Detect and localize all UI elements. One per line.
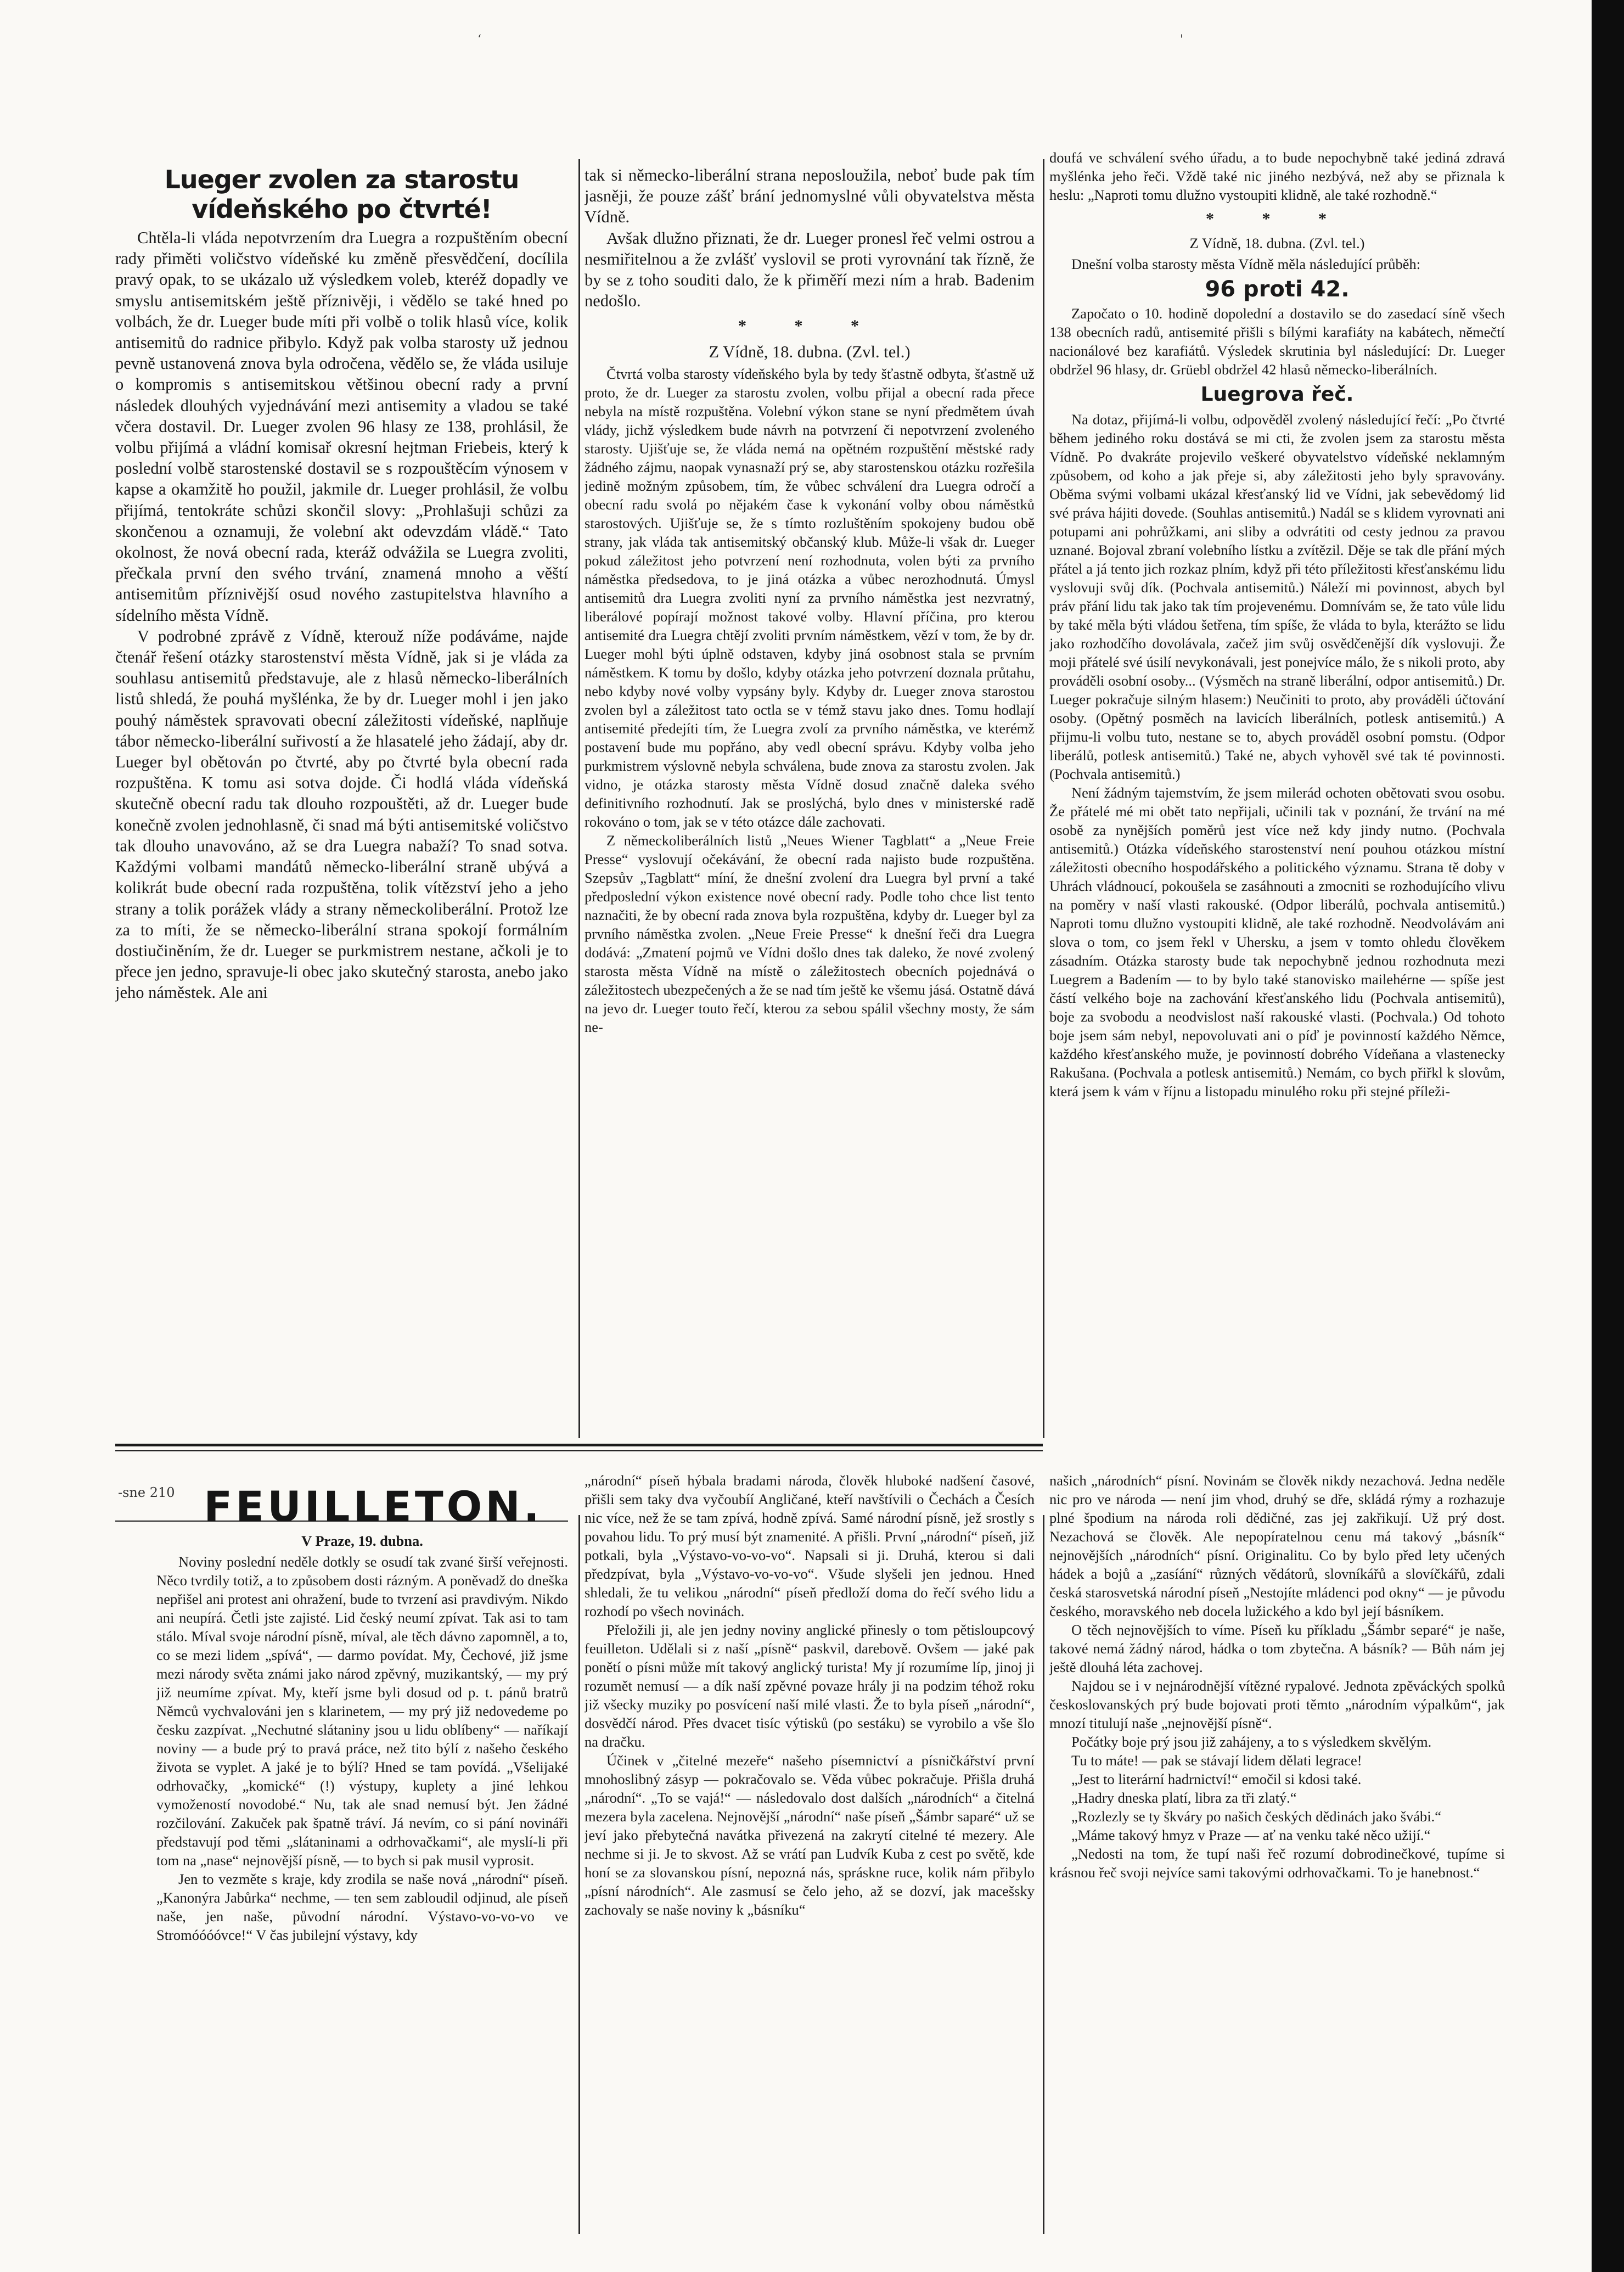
feuilleton-paragraph: „Rozlezly se ty škváry po našich českých dědinách jako švábi.“ — [1071, 1808, 1442, 1825]
column-rule-3 — [578, 1515, 580, 2234]
feuilleton-rule-thin — [115, 1450, 1043, 1451]
dateline: Z Vídně, 18. dubna. (Zvl. tel.) — [1189, 235, 1365, 252]
feuilleton-dateline: V Praze, 19. dubna. — [301, 1533, 423, 1549]
margin-note: -sne 210 — [118, 1485, 175, 1500]
article-paragraph: Z německoliberálních listů „Neues Wiener Tagblatt“ a „Neue Freie Presse“ vyslovují očekávání, že obecní rada najisto bude rozpuštěna. Szepsův „Tagblatt“ míní, že dnešní zvolení dra Luegra byl první a také předposlední výkon existence nové obecní rady. Podle toho chce list tento naznačiti, že by obecní rada znova byla rozpuštěna, kdyby dr. Lueger byl za prvního náměstka zvolen. „Neue Freie Presse“ k dnešní řeči dra Luegra dodává: „Zmatení pojmů ve Vídni došlo dnes tak daleko, že nové zvolený starosta města Vídně na místě o záležitostech obecních pojednává o záležitostech ubezpečených a že se nad tím ještě ke všemu jásá. Ostatně dává na jevo dr. Lueger touto řečí, kterou za sebou spálil všechny mosty, že sám ne- — [585, 832, 1035, 1035]
column-rule-2 — [1043, 159, 1044, 1438]
section-stars: * * * — [1206, 210, 1348, 228]
top-mark-1: ʻ — [477, 33, 481, 47]
feuilleton-paragraph: Účinek v „čitelné mezeře“ našeho písemnictví a písničkářství první mnohoslibný zásyp — pokračovalo se. Věda vůbec pokračuje. Přišla druhá „národní“. „To se vajá!“ — následovalo dost dalších „národních“ a čitelná mezera byla zacelena. Nejnovější „národní“ naše píseň „Šámbr saparé“ už se jeví jako přebytečná navátka přivezená na zakrytí citelné té mezery. Ale nechme si ji. Je to skvost. Až se vrátí pan Ludvík Kuba z cest po světě, kde honí se za slovanskou písní, nepozná nás, spráskne ruce, kolik nám přibylo „písní národních“. Ale zasmusí se čelo jeho, až se dozví, jak macešsky zachovaly se naše noviny k „básníku“ — [585, 1752, 1035, 1918]
article-paragraph: doufá ve schválení svého úřadu, a to bude nepochybně také jediná zdravá myšlénka jeho řeči. Vždě také nic jiného nezbývá, než aby se přiznala k heslu: „Naproti tomu dlužno vystoupiti klidně, ale také rozhodně.“ — [1049, 149, 1505, 203]
feuilleton-paragraph: „Máme takový hmyz v Praze — ať na venku také něco užijí.“ — [1071, 1827, 1431, 1843]
article-column-3 — [1049, 148, 1505, 1438]
headline: Lueger zvolen za starostu vídeňského po čtvrté! — [164, 165, 519, 224]
article-paragraph: Není žádným tajemstvím, že jsem milerád ochoten obětovati svou osobu. Že přátelé mé mi obět tato nepřijali, učinili tak v poznání, že trvání na mé osobě za nynějších poměrů jest více než kdy jindy nutno. (Pochvala antisemitů.) Otázka vídeňského starostenství není pouhou otázkou místní záležitosti obecního hospodářského a politického významu. Strana tě doby v Uhrách vládnoucí, pokoušela se zasáhnouti a zmocniti se rozhodujícího vlivu na poměry v naší vlasti rakouské. (Odpor liberálů, pochvala antisemitů.) Naproti tomu dlužno vystoupiti klidně, ale také rozhodně. Neodvolávám ani slova o tom, co jsem řekl v Uhersku, a jsem v tomto ohledu člověkem zásadním. Otázka starosty bude tak nepochybně jednou rozhodnuta mezi Luegrem a Badením — to by bylo také stanovisko mailehérne — spíše jest částí velkého boje na zachování křesťanského lidu (Pochvala antisemitů), boje za svobodu a neodvislost naší rakouské vlasti. (Pochvala.) Od tohoto boje jsem sám nebyl, nepovoluvati ani o píď je povinností každého Němce, každého křesťanského muže, je povinností dobrého Vídeňana a vlastenecky Rakušana. (Pochvala a potlesk antisemitů.) Nemám, co bych přiřkl k slovům, která jsem k vám v říjnu a listopadu minulého roku při stejné příleži- — [1049, 784, 1505, 1099]
top-mark-2: ' — [1180, 33, 1184, 47]
article-paragraph: Na dotaz, přijímá-li volbu, odpověděl zvolený následující řečí: „Po čtvrté během jediného roku dostává se mi cti, že zvolen jsem za starostu města Vídně. Po dvakráte projevilo veškeré obyvatelstvo vídeňské neklamným způsobem, od koho a jak přeje si, aby záležitosti jeho byly spravovány. Oběma svými volbami ukázal křesťanský lid ve Vídni, jak sebevědomý lid své práva hájiti dovede. (Souhlas antisemitů.) Nadál se s klidem vyrovnati ani potupami ani pohrůžkami, ani sliby a odvrátiti od cesty jednou za pravou uznané. Bojoval zbraní volebního lístku a zvítězil. Děje se tak dle přání mých přátel a já tento jich rozkaz plním, když při této příležitosti křesťanskému lidu vyslovuji svůj dík. (Pochvala antisemitů.) Náleží mi povinnost, abych byl práv přání lidu tak jako tak tím projevenému. Domnívám se, že tato vůle lidu by také měla býti vládou šetřena, tím spíše, že vláda to byla, kterážto se lidu jako rozhodčího dovolávala, začež jim svůj osvědčenější dík vyslovuji. Že moji přátelé své úsilí nevykonávali, jest ponejvíce málo, že s nikoli proto, aby prováděli osobní osoby... (Výsměch na straně liberální, odpor antisemitů.) Dr. Lueger pokračuje silným hlasem:) Neučiniti to proto, aby prováděli účtování osoby. (Opětný posměch na lavicích liberálních, potlesk antisemitů.) A přijmu-li volbu tuto, nestane se to, abych prováděl osobní pomstu. (Odpor liberálů, potlesk antisemitů.) Také ne, abych vyhověl své tak té povinnosti. (Pochvala antisemitů.) — [1049, 411, 1505, 782]
article-column-1 — [115, 165, 568, 1438]
feuilleton-paragraph: „Hadry dneska platí, libra za tři zlatý.“ — [1071, 1789, 1297, 1806]
feuilleton-column-3 — [1049, 1471, 1505, 2240]
article-paragraph: Čtvrtá volba starosty vídeňského byla by tedy šťastně odbyta, šťastně už proto, že dr. Lueger za starostu zvolen, volbu přijal a obecní rada přece nebyla na místě rozpuštěna. Volební výkon stane se nyní předmětem úvah vlády, jichž výsledkem bude návrh na potvrzení či nepotvrzení zvoleného starosty. Ujišťuje se, že vláda nemá na opětném rozpuštění městské rady žádného zájmu, naopak vynasnaží prý se, aby starostenskou otázku rozřešila jedině možným způsobem, tím, že vůbec schválení dra Luegra odročí a obecní radu svolá po nějakém čase k vykonání volby obou náměstků starostových. Ujišťuje se, že s tímto rozluštěním spokojeny budou obě strany, jak vláda tak antisemitský občanský klub. Může-li však dr. Lueger pokud záležitost jeho potvrzení není rozhodnuta, volen býti za prvního náměstka předsedova, to je jiná otázka a vůbec nerozhodnutá. Úmysl antisemitů dra Luegra zvoliti nyní za prvního náměstka jest nezvratný, liberálové popírají možnost takové volby. Hlavní příčina, pro kterou antisemité dra Luegra chtějí zvoliti prvním náměstkem, vězí v tom, že by dr. Lueger mohl býti úplně odstaven, kdyby jiná osobnost stala se prvním náměstkem. K tomu by došlo, kdyby otázka jeho potvrzení doznala průtahu, nebo kdyby nové volby vypsány byly. Kdyby dr. Lueger znova starostou zvolen byl a záležitost tato octla se v témž stavu jako dnes. Tomu hodlají antisemité předejíti tím, že Luegra zvolí za prvního náměstka, ve kterémž postavení bude mu popřáno, aby vedl obecní správu. Kdyby volba jeho purkmistrem výslovně nebyla schválena, bude znova za starostu zvolen. Jak vidno, je otázka starosty města Vídně dosud značně daleka svého definitivního rozhodnutí. Jak se proslýchá, bylo dnes v ministerské radě rokováno o tom, jak se v této otázce dále zachovati. — [585, 365, 1035, 830]
column-rule-1 — [578, 159, 580, 1438]
feuilleton-rule — [115, 1444, 1043, 1446]
feuilleton-paragraph: Přeložili ji, ale jen jedny noviny anglické přinesly o tom pětisloupcový feuilleton. Udělali si z naší „písně“ paskvil, darebově. Ovšem — jaké pak ponětí o písni může mít takový anglický turista! My jí rozumíme líp, jinoj ji rozumět nemusí — a dík naší zpěvné povaze hrály ji na podzim téhož roku již všecky muziky po posvícení naší milé vlasti. Že to byla píseň „národní“, dosvědčí národ. Přes dvacet tisíc výtisků (po sestáku) se vyrobilo a vše šlo na dračku. — [585, 1622, 1035, 1750]
feuilleton-paragraph: Jen to vezměte s kraje, kdy zrodila se naše nová „národní“ píseň. „Kanonýra Jabůrka“ nechme, — ten sem zabloudil odjinud, ale píseň naše, jen naše, původní národní. Výstavo-vo-vo-vo ve Stromóóóóvce!“ V čas jubilejní výstavy, kdy — [156, 1871, 568, 1943]
feuilleton-paragraph: Počátky boje prý jsou již zahájeny, a to s výsledkem skvělým. — [1071, 1734, 1432, 1750]
feuilleton-paragraph: Noviny poslední neděle dotkly se osudí tak zvané širší veřejnosti. Něco tvrdily totiž, a to způsobem dosti rázným. A poněvadž do dneška nepřišel ani protest ani ohražení, bude to tvrzení asi pravdivým. Nikdo ani neupírá. Četli jste zajisté. Lid český neumí zpívat. Tak asi to tam stálo. Míval svoje národní písně, míval, ale těch dávno zapomněl, a to, co se mezi lidem „spívá“, — darmo povídat. My, Čechové, již jsme mezi národy světa známi jako národ zpěvný, muzikantský, — my prý již neumíme zpívat. My, kteří jsme byli dosud od p. t. pánů bratrů Němců vychvalováni jen s klarinetem, — my prý již nedovedeme po česku zazpívat. „Nechutné slátaniny jsou u lidu oblíbeny“ — naříkají noviny — a bude prý to pravá práce, než tito býlí z našeho českého života se vyplet. A jaké je to býlí? Hned se tam povídá. „Všelijaké odrhovačky, „komické“ (!) výstupy, kuplety a jiné lehkou vymožeností novodobé.“ Nu, tak ale snad nemusí být. Jen žádné rozčilování. Zakuček pak špatně tráví. Já nevím, co si pání novináři představují pod těmi „slátaninami a odrhovačkami“, ale myslí-li při tom na „nase“ nejnovější písně, — to bych si pak musil vyprosit. — [156, 1553, 568, 1869]
feuilleton-paragraph: Tu to máte! — pak se stávají lidem dělati legrace! — [1071, 1752, 1362, 1769]
article-paragraph: Avšak dlužno přiznati, že dr. Lueger pronesl řeč velmi ostrou a nesmiřitelnou a že zvlášť vyslovil se proti vyrovnání tak řízně, že by se z toho souditi dalo, že k přiměří mezi ním a hrab. Badenim nedošlo. — [585, 228, 1035, 311]
article-paragraph: V podrobné zprávě z Vídně, kterouž níže podáváme, najde čtenář řešení otázky starostenství města Vídně, jak si je vláda za souhlasu antisemitů představuje, ale z hlasů německo-liberálních listů shledá, že pouhá myšlénka, že by dr. Lueger mohl i jen jako pouhý náměstek spravovati obecní záležitosti vídeňské, naplňuje tábor německo-liberální suřivostí a že hlasatelé jeho žádají, aby dr. Lueger byl obětován po čtvrté, aby po čtvrté byla obecní rada rozpuštěna. K tomu asi sotva dojde. Či hodlá vláda vídeňská skutečně obecní radu tak dlouho rozpouštěti, až dr. Lueger bude konečně zvolen jednohlasně, či snad má býti antisemitské voličstvo tak dlouho unavováno, až se dra Luegra nabaží? To snad sotva. Každými volbami mandátů německo-liberální straně ubývá a kolikrát bude obecní rada rozpuštěna, tolik vítězství jeho a jeho strany a tolik porážek vlády a strany německoliberální. Protož lze za to míti, že se německo-liberální strana spokojí formálním dostiučiněním, že dr. Lueger se purkmistrem nestane, ačkoli je to přece jen jedno, spravuje-li obec jako skutečný starosta, anebo jako jeho náměstek. Ale ani — [115, 626, 568, 1002]
vote-result-heading: 96 proti 42. — [1205, 277, 1350, 302]
feuilleton-paragraph: O těch nejnovějších to víme. Píseň ku příkladu „Šámbr separé“ je naše, takové nemá žádný národ, hádka o tom zbytečna. A básník? — Bůh nám jej ještě dlouhá léta zachovej. — [1049, 1622, 1505, 1675]
column-rule-4 — [1043, 1515, 1044, 2234]
scan-dark-edge — [1592, 0, 1624, 2272]
article-paragraph: tak si německo-liberální strana neposloužila, neboť bude pak tím jasněji, že pouze zášť brání jednomyslné vůli obyvatelstva města Vídně. — [585, 166, 1035, 227]
article-column-2 — [585, 165, 1035, 1438]
feuilleton-column-2 — [585, 1471, 1035, 2240]
article-paragraph: Chtěla-li vláda nepotvrzením dra Luegra a rozpuštěním obecní rady přiměti voličstvo vídeňské ku změně přesvědčení, docílila pravý opak, to se ukázalo už výsledkem voleb, kteréž dopadly ve smyslu antisemitském ještě příznivěji, i vědělo se také hned po volbách, že dr. Lueger bude míti při volbě o tolik hlasů více, kolik antisemitů do radnice přibylo. Když pak volba starosty už jednou pevně ustanovená znova byla odročena, vědělo se, že vláda usiluje o kompromis s antisemitskou většinou obecní rady a první následek dlouhých vyjednávání mezi antisemity a vladou se také včera dostavil. Dr. Lueger zvolen 96 hlasy ze 138, prohlásil, že volbu přijímá a vládní komisař okresní hejtman Friebeis, který k poslední volbě starostenské dostavil se s rozpouštěcím výnosem v kapse a okamžitě ho použil, jakmile dr. Lueger prohlásil, že volbu přijímá, tentokráte schůzi skončil slovy: „Prohlašuji schůzi za skončenou a oznamuji, že volební akt odevzdám vládě.“ Tato okolnost, že nová obecní rada, kteráž odvážila se Luegra zvoliti, přečkala první den svého trvání, znamená mnoho a věští antisemitům příznivější osud nového zastupitelstva hlavního a sídelního města Vídně. — [115, 228, 568, 625]
section-stars: * * * — [738, 317, 881, 335]
feuilleton-paragraph: našich „národních“ písní. Novinám se člověk nikdy nezachová. Jedna neděle nic pro ve národa — není jim vhod, druhý se dře, skládá rýmy a rozhazuje plné špodium na národa roli dědičné, zas jej zakřikují. Už prý dost. Nezachová se člověk. Ale nepopíratelnou cenu má takový „básník“ nejnovějších „národních“ písní. Originalitu. Co by bylo před lety učených hádek a bojů a „zasíání“ různých vědátorů, slovníkářů a slovíčkářů, zdali česká starosvetská národní píseň „Nestojíte mládenci pod okny“ — je původu českého, moravského neb docela lužického a kdo byl její básníkem. — [1049, 1472, 1505, 1619]
feuilleton-title: FEUILLETON. — [204, 1482, 543, 1531]
feuilleton-paragraph: „Nedosti na tom, že tupí naši řeč rozumí dobrodinečkové, tupíme si krásnou řeč svoji nejvíce sami takovými odrhovačkami. To je hanebnost.“ — [1049, 1845, 1505, 1881]
feuilleton-paragraph: „národní“ píseň hýbala bradami národa, člověk hluboké nadšení časové, přišli sem taky dva vyčoubíí Angličané, kteří navštívili o Čechách a Česích nic více, než že se tam zpívá, hodně zpívá. Samé národní písně, jež srostly s povahou lidu. To prý musí být znamenité. A přišli. První „národní“ píseň, již potkali, byla „Výstavo-vo-vo-vo“. Napsali si ji. Druhá, kterou si dali předzpívat, byla „Výstavo-vo-vo-vo“. Všude slyšeli jen jednou. Hned shledali, že tu velikou „národní“ píseň předloží doma do řečí svého lidu a rozhodí po všech novinách. — [585, 1472, 1035, 1619]
feuilleton-paragraph: „Jest to literární hadrnictví!“ emočil si kdosi také. — [1071, 1771, 1362, 1787]
lead-text: Dnešní volba starosty města Vídně měla následující průběh: — [1071, 256, 1421, 273]
feuilleton-column-1 — [156, 1532, 568, 2240]
dateline: Z Vídně, 18. dubna. (Zvl. tel.) — [709, 342, 911, 361]
feuilleton-paragraph: Najdou se i v nejnárodnější vítězné rypalové. Jednota zpěváckých spolků českoslovanských prý bude bojovati proti těmto „národním výpalkům“, jak mnozí titulují naše „nejnovější písně“. — [1049, 1678, 1505, 1731]
article-paragraph: Započato o 10. hodině dopolední a dostavilo se do zasedací síně všech 138 obecních radů, antisemité přišli s bílými karafiáty na kabátech, němečtí nacionálové bez karafiátů. Výsledek skrutinia byl následující: Dr. Lueger obdržel 96 hlasy, dr. Grüebl obdržel 42 hlasů německo-liberálních. — [1049, 305, 1505, 378]
speech-heading: Luegrova řeč. — [1200, 383, 1354, 406]
